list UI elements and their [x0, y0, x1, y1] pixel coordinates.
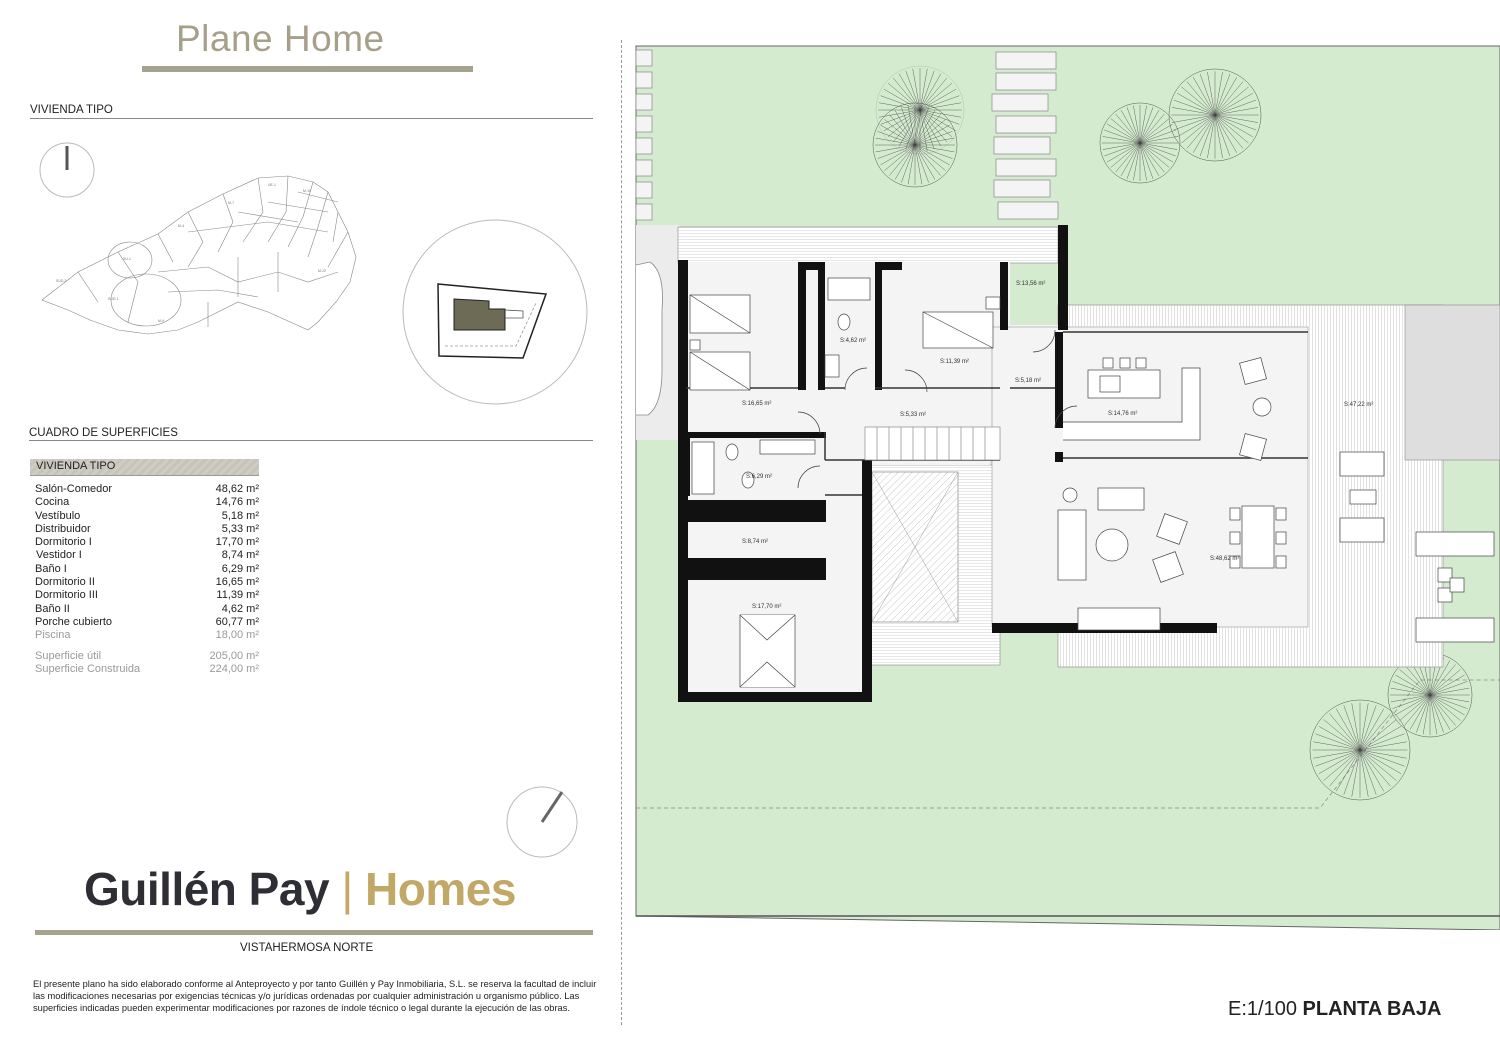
row-name: Baño I — [35, 562, 67, 575]
room-label-distribuidor: S:5,33 m² — [900, 412, 927, 418]
svg-text:SUD-2: SUD-2 — [56, 279, 67, 283]
row-value: 16,65 m² — [215, 576, 259, 589]
table-row — [35, 523, 259, 536]
row-value: 6,29 m² — [221, 562, 259, 575]
room-label-porch: S:13,56 m² — [1016, 281, 1046, 287]
table-row — [35, 549, 259, 562]
row-value: 4,62 m² — [221, 602, 259, 615]
row-value: 8,74 m² — [221, 549, 259, 562]
room-label-terrace: S:47,22 m² — [1344, 402, 1374, 408]
row-value: 17,70 m² — [215, 536, 259, 549]
room-label-dorm1: S:17,70 m² — [752, 604, 782, 610]
disclaimer-text: El presente plano ha sido elaborado conforme al Anteproyecto y por tanto Guillén y Pay Inmobiliaria, S.L. se reserva la facultad de incluir las modificaciones necesarias por exigencias técnicas y/o jurídicas ordenadas por cualquier administración u organismo público. Las superficies indicadas pueden experimentar modificaciones por razones de índole técnico o legal durante la ejecución de las obras. — [33, 979, 597, 1013]
table-row — [35, 603, 259, 616]
svg-text:UE-1: UE-1 — [268, 183, 276, 187]
room-label-salon: S:48,62 m² — [1210, 556, 1240, 562]
page-divider — [621, 40, 622, 1025]
section-label-vivienda: VIVIENDA TIPO — [30, 104, 113, 116]
row-value: 5,33 m² — [221, 522, 259, 535]
row-value: 11,39 m² — [216, 589, 259, 602]
row-value: 14,76 m² — [215, 496, 259, 509]
svg-text:M-10: M-10 — [303, 189, 311, 193]
table-row — [35, 576, 259, 589]
table-row — [35, 496, 259, 509]
svg-text:M-9: M-9 — [158, 319, 165, 323]
room-label-cocina: S:14,76 m² — [1108, 411, 1138, 417]
table-row — [35, 510, 259, 523]
table-row — [35, 629, 259, 642]
plan-scale: E:1/100 — [1228, 998, 1297, 1020]
table-row — [35, 650, 259, 663]
project-name: VISTAHERMOSA NORTE — [240, 942, 374, 954]
table-row — [35, 616, 259, 629]
brand-logo — [84, 862, 516, 916]
row-value: 18,00 m² — [215, 629, 259, 642]
table-row — [35, 536, 259, 549]
room-label-dorm2: S:16,65 m² — [742, 401, 772, 407]
table-row — [35, 483, 259, 496]
room-label-bath2: S:4,62 m² — [840, 338, 867, 344]
location-map — [401, 218, 591, 408]
north-arrow-icon — [505, 786, 579, 858]
section-label-cuadro: CUADRO DE SUPERFICIES — [29, 427, 178, 439]
plan-caption — [1228, 998, 1441, 1021]
row-name: Vestidor I — [36, 549, 82, 562]
table-row — [35, 589, 259, 602]
room-label-bath1: S:6,29 m² — [746, 474, 773, 480]
table-heading — [30, 459, 259, 476]
svg-text:M-22: M-22 — [318, 269, 326, 273]
plan-name: PLANTA BAJA — [1302, 998, 1442, 1020]
svg-text:SU-1: SU-1 — [123, 257, 131, 261]
room-label-vestidor: S:8,74 m² — [742, 539, 769, 545]
row-name: Porche cubierto — [35, 615, 113, 628]
table-row — [35, 563, 259, 576]
site-map — [38, 172, 358, 337]
row-name: Dormitorio II — [35, 576, 95, 589]
row-name: Dormitorio I — [35, 536, 92, 549]
svg-text:M-7: M-7 — [228, 201, 235, 205]
room-label-dorm3: S:11,39 m² — [940, 359, 969, 365]
room-label-vestibulo: S:5,18 m² — [1015, 378, 1042, 384]
svg-text:M-4: M-4 — [178, 224, 185, 228]
table-row — [35, 663, 259, 676]
brand-name-2: Homes — [365, 863, 516, 915]
page-title: Plane Home — [176, 18, 385, 59]
row-name: Cocina — [35, 496, 70, 509]
row-name: Salón-Comedor — [35, 483, 113, 495]
row-name: Piscina — [35, 629, 71, 642]
row-value: 5,18 m² — [221, 509, 259, 522]
section-rule — [29, 440, 593, 441]
surface-table — [35, 483, 259, 676]
brand-name-1: Guillén Pay — [84, 863, 330, 915]
row-name: Baño II — [35, 602, 70, 615]
row-value: 205,00 m² — [209, 649, 259, 662]
row-value: 48,62 m² — [215, 483, 259, 495]
row-name: Vestíbulo — [35, 509, 81, 522]
row-name: Superficie útil — [35, 649, 102, 662]
table-heading-label: VIVIENDA TIPO — [36, 460, 116, 472]
section-rule — [30, 118, 593, 119]
row-name: Distribuidor — [35, 522, 91, 535]
row-name: Superficie Construida — [35, 662, 141, 675]
floor-plan — [630, 40, 1500, 930]
footer-rule — [35, 930, 593, 935]
row-value: 60,77 m² — [215, 615, 259, 628]
title-underline — [142, 66, 473, 72]
row-name: Dormitorio III — [35, 589, 98, 602]
svg-text:SUD-1: SUD-1 — [108, 297, 119, 301]
row-value: 224,00 m² — [209, 662, 259, 675]
brand-separator: | — [341, 863, 353, 915]
